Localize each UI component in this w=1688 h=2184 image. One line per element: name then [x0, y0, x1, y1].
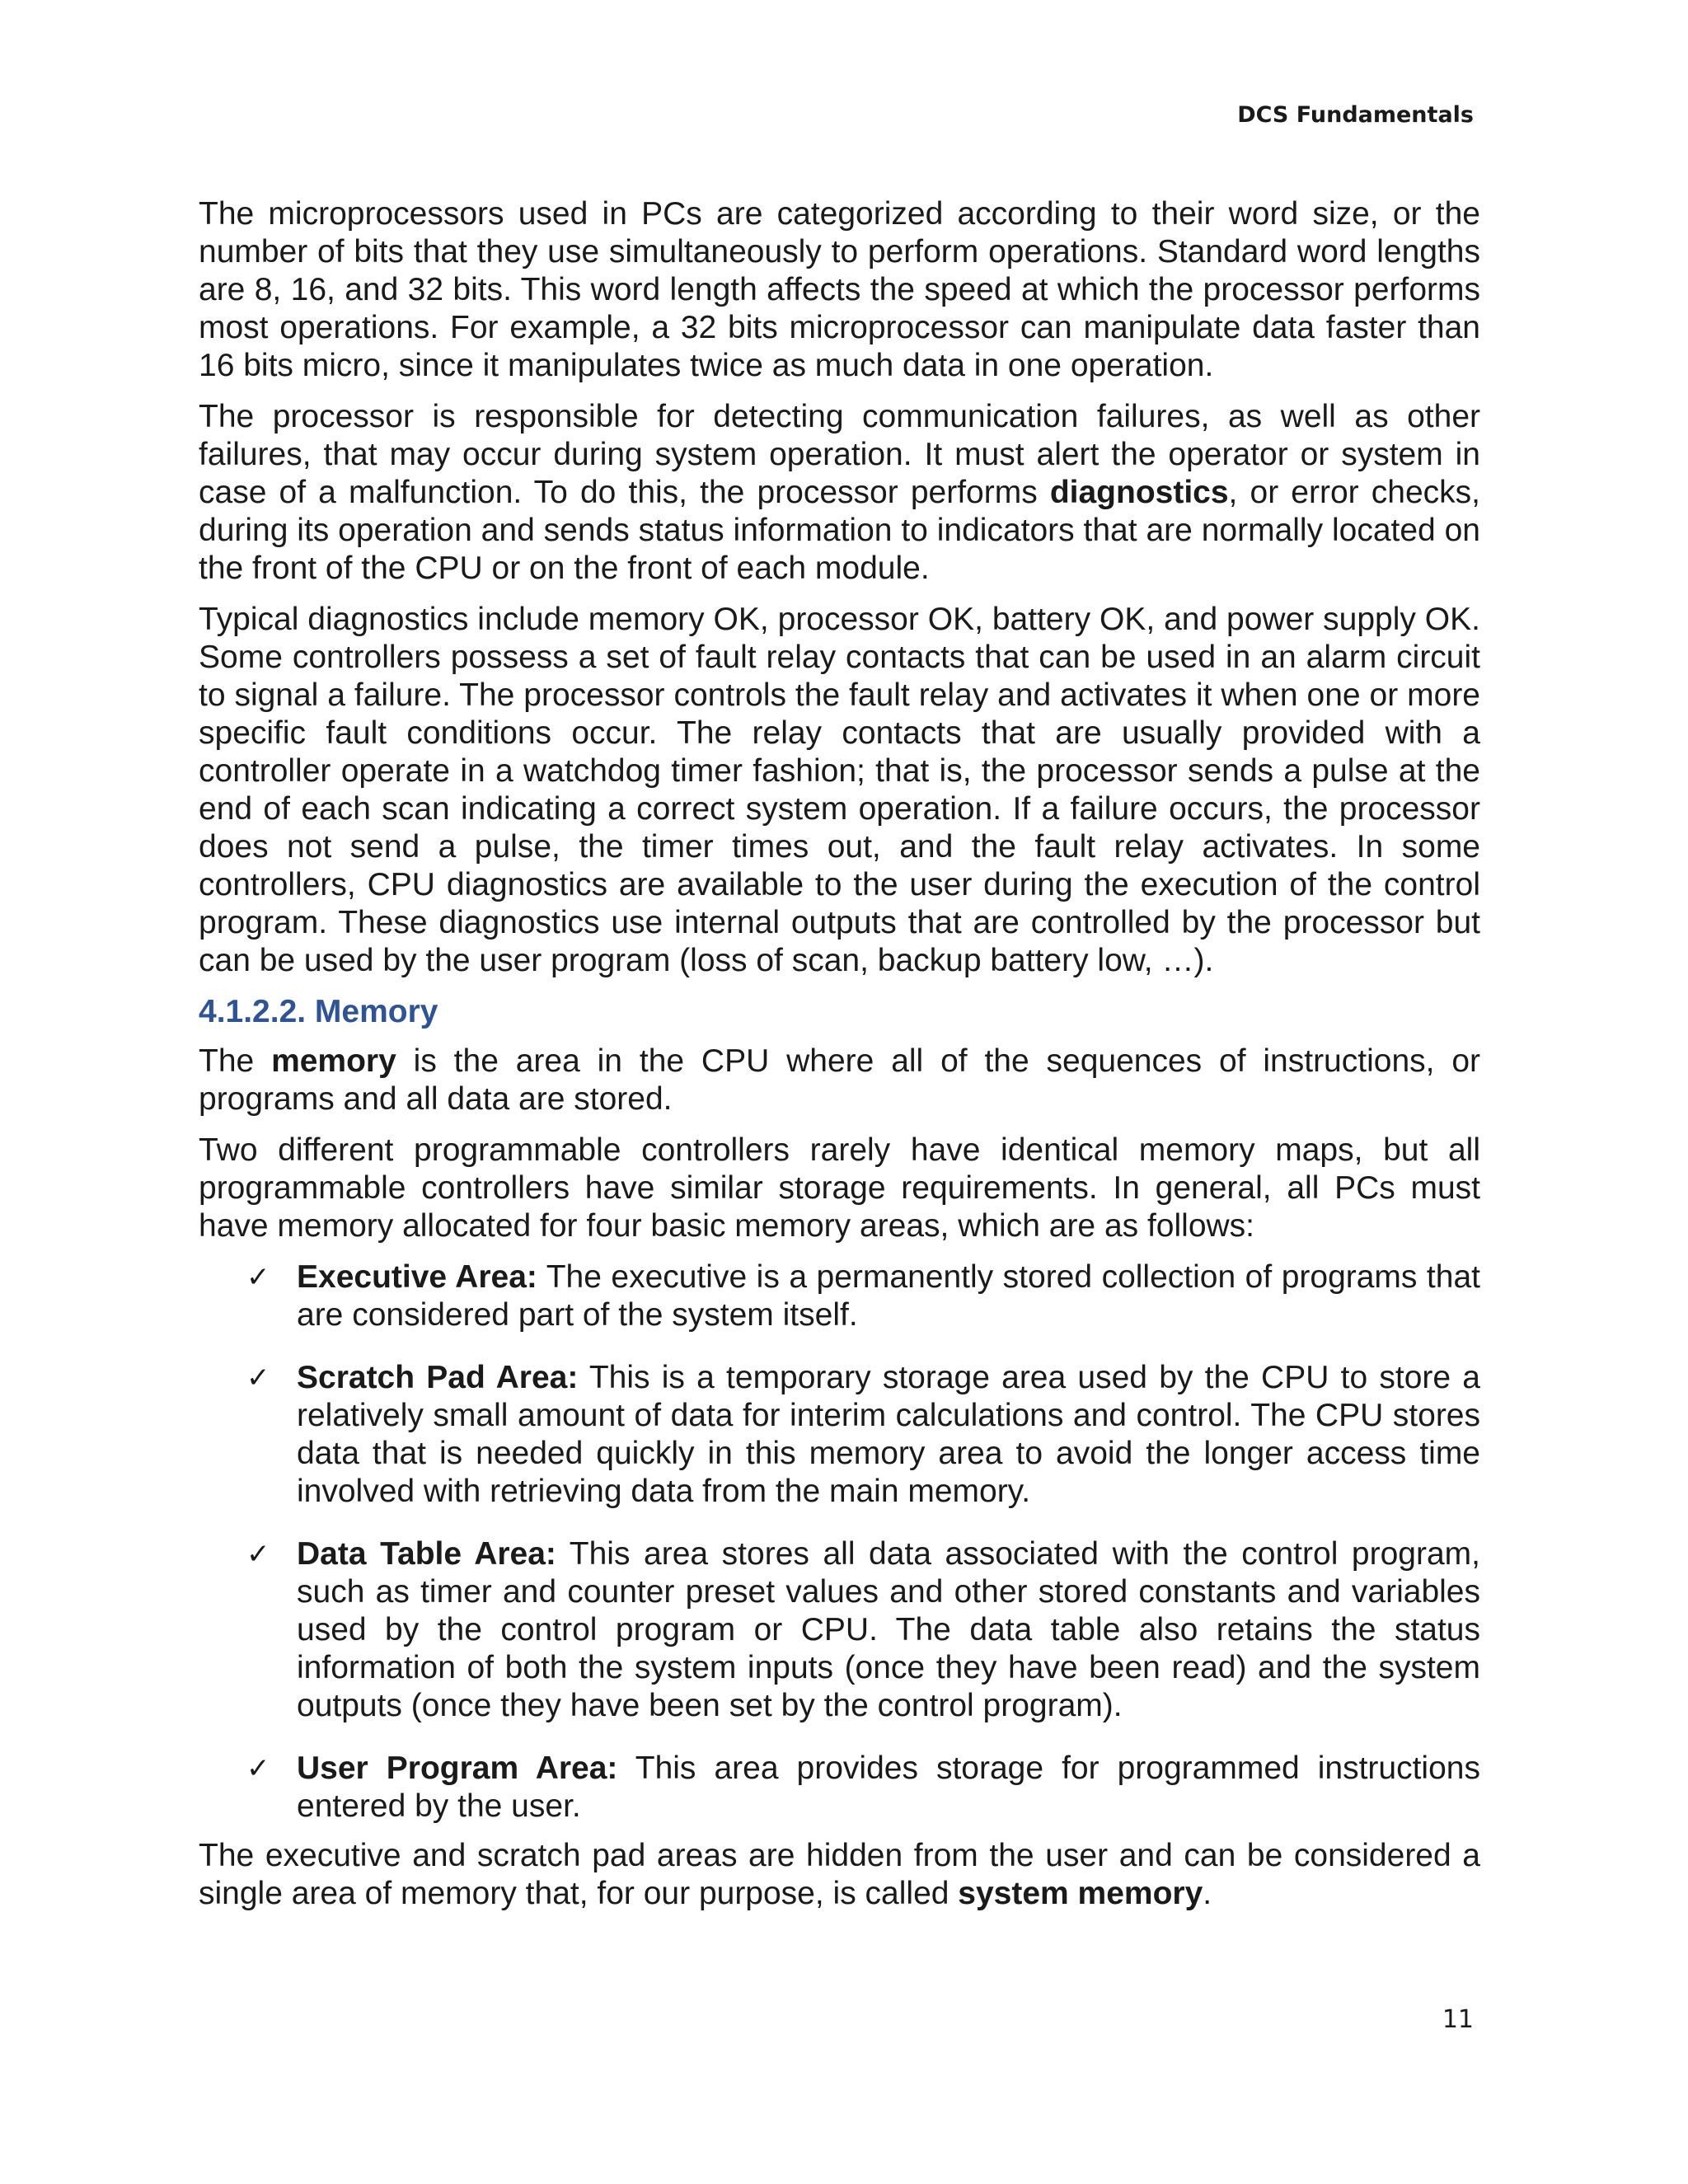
section-heading-memory: 4.1.2.2. Memory: [199, 994, 438, 1029]
system-memory-text-1: The executive and scratch pad areas are hidden from the user and can be considered a single area of memory that, for our purpose, is called: [199, 1838, 1480, 1911]
list-item-term: Executive Area:: [297, 1259, 537, 1295]
system-memory-text-2: .: [1203, 1876, 1212, 1911]
page-number: 11: [1442, 2005, 1474, 2034]
checkmark-icon: ✓: [246, 1361, 270, 1394]
list-item-text: This area provides storage for programmed instructions entered by the user.: [297, 1750, 1480, 1824]
paragraph-diagnostics: [199, 398, 1480, 588]
paragraph-memory-intro: [199, 1043, 1480, 1118]
list-item-term: Scratch Pad Area:: [297, 1360, 579, 1395]
list-item-user-program-area: [199, 1750, 1480, 1825]
memory-areas-list: [199, 1258, 1480, 1825]
list-item-term: Data Table Area:: [297, 1536, 556, 1572]
checkmark-icon: ✓: [246, 1261, 270, 1294]
paragraph-word-size: The microprocessors used in PCs are categorized according to their word size, or the number of bits that they use simultaneously to perform operations. Standard word lengths are 8, 16, and 32 bits. This word length affects the speed at which the processor performs most operations. For example, a 32 bits microprocessor can manipulate data faster than 16 bits micro, since it manipulates twice as much data in one operation.: [199, 196, 1480, 383]
list-item-scratch-pad-area: [199, 1359, 1480, 1511]
term-system-memory: system memory: [958, 1876, 1203, 1911]
checkmark-icon: ✓: [246, 1538, 270, 1571]
page-content: [199, 195, 1480, 1926]
paragraph-memory-lead: Two different programmable controllers rarely have identical memory maps, but all programmable controllers have similar storage requirements. In general, all PCs must have memory allocated for four basic memory areas, which are as follows:: [199, 1132, 1480, 1244]
list-item-text: This area stores all data associated with the control program, such as timer and counter preset values and other stored constants and variables used by the control program or CPU. The data table also retains the status information of both the system inputs (once they have been read) and the system outputs (once they have been set by the control program).: [297, 1536, 1480, 1723]
paragraph-diagnostics-text-2: , or error checks, during its operation and sends status information to indicators that are normally located on the front of the CPU or on the front of each module.: [199, 475, 1480, 586]
list-item-executive-area: [199, 1258, 1480, 1334]
paragraph-diagnostics-text-1: The processor is responsible for detecting communication failures, as well as other failures, that may occur during system operation. It must alert the operator or system in case of a malfunction. To do this, the processor performs: [199, 399, 1480, 510]
paragraph-system-memory: [199, 1837, 1480, 1913]
memory-intro-text-2: is the area in the CPU where all of the sequences of instructions, or programs and all data are stored.: [199, 1043, 1480, 1117]
list-item-term: User Program Area:: [297, 1750, 618, 1786]
list-item-data-table-area: [199, 1535, 1480, 1725]
paragraph-typical-diagnostics: Typical diagnostics include memory OK, processor OK, battery OK, and power supply OK. Some controllers possess a set of fault relay contacts that can be used in an alarm circuit to signal a failure. The processor controls the fault relay and activates it when one or more specific fault conditions occur. The relay contacts that are usually provided with a controller operate in a watchdog timer fashion; that is, the processor sends a pulse at the end of each scan indicating a correct system operation. If a failure occurs, the processor does not send a pulse, the timer times out, and the fault relay activates. In some controllers, CPU diagnostics are available to the user during the execution of the control program. These diagnostics use internal outputs that are controlled by the processor but can be used by the user program (loss of scan, backup battery low, …).: [199, 602, 1480, 978]
running-header: DCS Fundamentals: [1237, 102, 1474, 128]
term-memory: memory: [271, 1043, 396, 1079]
list-item-text: This is a temporary storage area used by the CPU to store a relatively small amount of data for interim calculations and control. The CPU stores data that is needed quickly in this memory area to avoid the longer access time involved with retrieving data from the main memory.: [297, 1360, 1480, 1509]
term-diagnostics: diagnostics: [1049, 475, 1229, 510]
checkmark-icon: ✓: [246, 1752, 270, 1785]
memory-intro-text-1: The: [199, 1043, 272, 1079]
list-item-text: The executive is a permanently stored collection of programs that are considered part of the system itself.: [297, 1259, 1480, 1333]
